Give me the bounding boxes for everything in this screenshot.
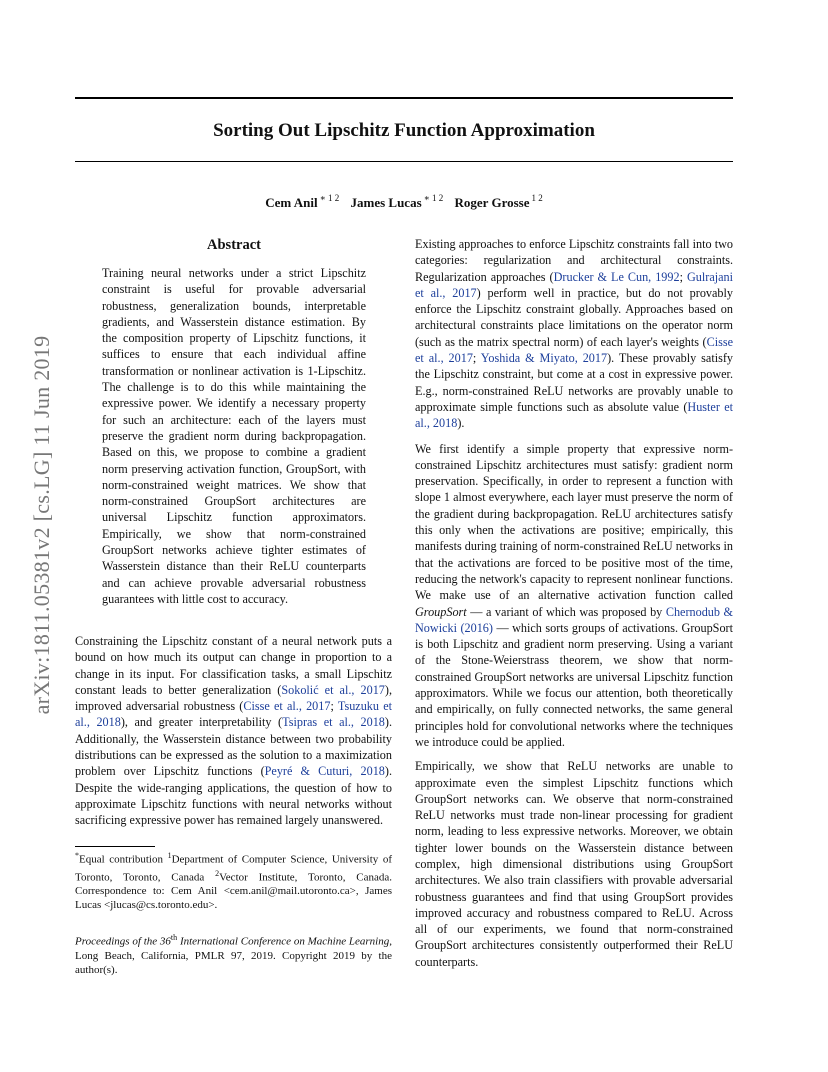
citation-link[interactable]: Drucker & Le Cun, 1992 xyxy=(553,269,680,284)
author-affiliation-marks: ∗ 1 2 xyxy=(423,193,444,203)
proceedings-text: Proceedings of the 36 xyxy=(75,935,171,948)
body-text: — which sorts groups of activations. GroupSort is both Lipschitz and gradient norm preserving. Using a variant of the Stone-Weierstrass theorem, we show that norm-constrained GroupSort networks are universal Lipschitz function approximators. While we focus our attention, both theoretically and empirically, on fully connected networks, the same general principles hold for convolutional networks where the techniques we introduce could be applied. xyxy=(415,620,733,749)
intro-paragraph-4: Empirically, we show that ReLU networks are unable to approximate even the simplest Lipschitz functions which GroupSort networks can. We observe that norm-constrained ReLU networks must trade non-linear processing for gradient norm, leading to less expressive networks. Moreover, we obtain tighter lower bounds on the Wasserstein distance between complex, high dimensional distributions using GroupSort architectures. We also train classifiers with provable adversarial robustness guarantees and find that using GroupSort provides improved accuracy and robustness compared to ReLU. Across all of our experiments, we found that norm-constrained GroupSort architectures consistently outperformed their ReLU counterparts. xyxy=(415,759,733,969)
body-text: Existing approaches to enforce Lipschitz constraints fall into two categories: regularization and architectural constraints. Regularization approaches ( xyxy=(415,237,733,284)
author-affiliation-marks: ∗ 1 2 xyxy=(319,193,340,203)
footnote-text: Department of Computer Science, University of Toronto, Toronto, Canada xyxy=(75,853,392,884)
body-text: ; xyxy=(472,351,481,366)
proceedings-text: , Long Beach, California, PMLR 97, 2019. Copyright 2019 by the author(s). xyxy=(75,935,392,976)
title-top-rule xyxy=(75,97,733,99)
body-text: ; xyxy=(330,699,338,714)
body-text: ), improved adversarial robustness ( xyxy=(75,682,392,714)
title-bottom-rule xyxy=(75,161,733,162)
author-2 xyxy=(351,195,444,210)
affiliation-footnote xyxy=(75,849,392,912)
citation-link[interactable]: Yoshida & Miyato, 2017 xyxy=(480,351,608,366)
citation-link[interactable]: Tsuzuku et al., 2018 xyxy=(75,699,392,730)
citation-link[interactable]: Cisse et al., 2017 xyxy=(415,334,733,366)
body-text: ), and greater interpretability ( xyxy=(120,715,283,730)
abstract-heading: Abstract xyxy=(207,237,261,253)
author-name: Roger Grosse xyxy=(454,195,530,211)
author-name: James Lucas xyxy=(350,195,422,211)
footnote-mark: 1 xyxy=(167,851,172,860)
intro-paragraph-2 xyxy=(415,236,733,432)
footnote-text: Vector Institute, Toronto, Canada. Correspondence to: Cem Anil <cem.anil@mail.utoronto.ca>, James Lucas <jlucas@cs.toronto.edu>. xyxy=(75,871,392,912)
abstract-text: Training neural networks under a strict Lipschitz constraint is useful for provable adversarial robustness, generalization bounds, interpretable gradients, and Wasserstein distance estimation. By the composition property of Lipschitz functions, it suffices to ensure that each individual affine transformation or nonlinear activation is 1-Lipschitz. The challenge is to do this while maintaining the expressive power. We identify a necessary property for such an architecture: each of the layers must preserve the gradient norm during backpropagation. Based on this, we propose to combine a gradient norm preserving activation function, GroupSort, with norm-constrained weight matrices. We show that norm-constrained GroupSort architectures are universal Lipschitz function approximators. Empirically, we show that norm-constrained GroupSort networks achieve tighter estimates of Wasserstein distance than their ReLU counterparts and can achieve provable adversarial robustness guarantees with little cost to accuracy. xyxy=(102,266,366,606)
proceedings-note xyxy=(75,931,392,977)
citation-link[interactable]: Gulrajani et al., 2017 xyxy=(415,269,734,300)
proceedings-text: International Conference on Machine Learning xyxy=(177,935,390,948)
intro-paragraph-1 xyxy=(75,633,392,829)
body-text: We first identify a simple property that expressive norm-constrained Lipschitz architectures must satisfy: gradient norm preservation. Specifically, in order to represent a function with slope 1 almost everywhere, each layer must preserve the norm of the gradient during backpropagation. ReLU architectures satisfy this only when the activations are positive; empirically, this manifests during training of norm-constrained ReLU networks in that the activations are forced to be positive most of the time, reducing the network's capacity to represent nonlinear functions. We make use of an alternative activation function called xyxy=(415,441,733,603)
citation-link[interactable]: Tsipras et al., 2018 xyxy=(282,715,385,730)
footnote-rule xyxy=(75,846,155,847)
body-text: Constraining the Lipschitz constant of a neural network puts a bound on how much its output can change in proportion to a change in its input. For classification tasks, a small Lipschitz constant leads to better generalization ( xyxy=(75,634,392,697)
author-name: Cem Anil xyxy=(265,195,318,211)
emphasized-term: GroupSort xyxy=(415,604,467,619)
author-3 xyxy=(455,195,543,210)
paper-title: Sorting Out Lipschitz Function Approximation xyxy=(213,120,595,141)
body-text: ). xyxy=(457,416,465,431)
citation-link[interactable]: Sokolić et al., 2017 xyxy=(281,682,385,697)
citation-link[interactable]: Cisse et al., 2017 xyxy=(243,699,331,714)
body-text: ). Additionally, the Wasserstein distance between two probability distributions can be expressed as the solution to a maximization problem over Lipschitz functions ( xyxy=(75,715,393,779)
author-list xyxy=(75,191,733,211)
citation-link[interactable]: Chernodub & Nowicki (2016) xyxy=(415,604,733,635)
author-affiliation-marks: 1 2 xyxy=(531,193,543,203)
footnote-text: Equal contribution xyxy=(79,853,168,866)
author-1 xyxy=(265,195,339,210)
right-column xyxy=(415,236,733,979)
arxiv-id: arXiv:1811.05381v2 [cs.LG] 11 Jun 2019 xyxy=(29,335,54,715)
body-text: ) perform well in practice, but do not provably enforce the Lipschitz constraint globally. Approaches based on architectural constraints place limitations on the operator norm (such as the matrix spectral norm) of each layer's weights ( xyxy=(415,285,733,349)
body-text: — a variant of which was proposed by xyxy=(466,604,666,619)
footnote-mark: * xyxy=(75,851,79,860)
body-text: ). Despite the wide-ranging applications, the question of how to approximate Lipschitz functions with neural networks without sacrificing expressive power has remained largely unanswered. xyxy=(75,764,392,828)
footnote-mark: 2 xyxy=(215,868,220,878)
proceedings-sup: th xyxy=(170,933,178,942)
citation-link[interactable]: Huster et al., 2018 xyxy=(415,399,733,431)
body-text: ). These provably satisfy the Lipschitz constraint, but come at a cost in expressive power. E.g., norm-constrained ReLU networks are provably unable to approximate simple functions such as absolute value ( xyxy=(415,351,734,414)
body-text: ; xyxy=(679,269,687,284)
citation-link[interactable]: Peyré & Cuturi, 2018 xyxy=(264,764,385,779)
intro-paragraph-3 xyxy=(415,441,733,751)
